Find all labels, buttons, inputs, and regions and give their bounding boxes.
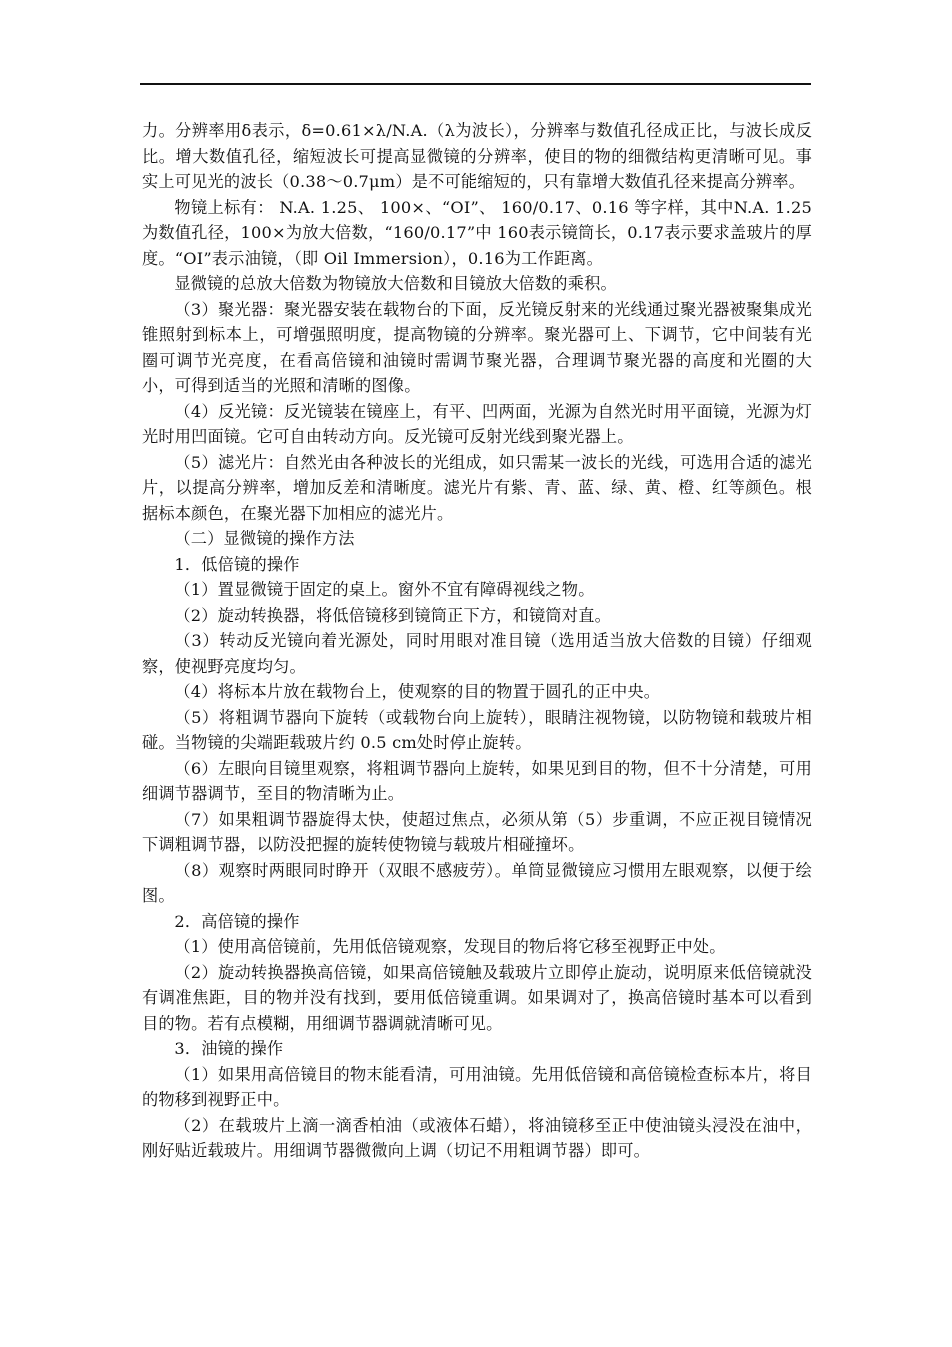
paragraph: （3）聚光器：聚光器安装在载物台的下面，反光镜反射来的光线通过聚光器被聚集成光锥照射到标本上，可增强照明度，提高物镜的分辨率。聚光器可上、下调节，它中间装有光圈可调节光亮度，在看高倍镜和油镜时需调节聚光器，合理调节聚光器的高度和光圈的大小，可得到适当的光照和清晰的图像。 — [142, 299, 812, 395]
paragraph: （1）置显微镜于固定的桌上。窗外不宜有障碍视线之物。 — [174, 580, 595, 599]
document-body — [142, 118, 812, 1164]
paragraph: （6）左眼向目镜里观察，将粗调节器向上旋转，如果见到目的物，但不十分清楚，可用细调节器调节，至目的物清晰为止。 — [142, 758, 812, 803]
paragraph: （8）观察时两眼同时睁开（双眼不感疲劳）。单筒显微镜应习惯用左眼观察，以便于绘图。 — [142, 860, 812, 905]
paragraph: （7）如果粗调节器旋得太快，使超过焦点，必须从第（5）步重调，不应正视目镜情况下调粗调节器，以防没把握的旋转使物镜与载玻片相碰撞坏。 — [142, 809, 812, 854]
paragraph: （2）在载玻片上滴一滴香柏油（或液体石蜡），将油镜移至正中使油镜头浸没在油中，刚好贴近载玻片。用细调节器微微向上调（切记不用粗调节器）即可。 — [142, 1115, 812, 1160]
paragraph: （2）旋动转换器换高倍镜，如果高倍镜触及载玻片立即停止旋动，说明原来低倍镜就没有调准焦距，目的物并没有找到，要用低倍镜重调。如果调对了，换高倍镜时基本可以看到目的物。若有点模糊，用细调节器调就清晰可见。 — [142, 962, 812, 1033]
paragraph: （1）如果用高倍镜目的物末能看清，可用油镜。先用低倍镜和高倍镜检查标本片，将目的物移到视野正中。 — [142, 1064, 812, 1109]
subsection-heading: 1．低倍镜的操作 — [174, 554, 300, 574]
header-rule — [140, 83, 811, 85]
paragraph: （4）反光镜：反光镜装在镜座上，有平、凹两面，光源为自然光时用平面镜，光源为灯光时用凹面镜。它可自由转动方向。反光镜可反射光线到聚光器上。 — [142, 401, 812, 446]
paragraph: （1）使用高倍镜前，先用低倍镜观察，发现目的物后将它移至视野正中处。 — [174, 937, 726, 956]
subsection-heading: 3．油镜的操作 — [174, 1039, 284, 1058]
paragraph: 力。分辨率用δ表示，δ=0.61×λ/N.A.（λ为波长），分辨率与数值孔径成正比，与波长成反比。增大数值孔径，缩短波长可提高显微镜的分辨率，使目的物的细微结构更清晰可见。事实上可见光的波长（0.38～0.7μm）是不可能缩短的，只有靠增大数值孔径来提高分辨率。 — [142, 121, 812, 191]
paragraph: 显微镜的总放大倍数为物镜放大倍数和目镜放大倍数的乘积。 — [174, 274, 617, 293]
paragraph: （5）滤光片：自然光由各种波长的光组成，如只需某一波长的光线，可选用合适的滤光片，以提高分辨率，增加反差和清晰度。滤光片有紫、青、蓝、绿、黄、橙、红等颜色。根据标本颜色，在聚光器下加相应的滤光片。 — [142, 452, 812, 523]
paragraph: （3）转动反光镜向着光源处，同时用眼对准目镜（选用适当放大倍数的目镜）仔细观察，使视野亮度均匀。 — [142, 631, 812, 676]
section-heading: （二）显微镜的操作方法 — [174, 529, 355, 548]
paragraph: 物镜上标有： N.A. 1.25、 100×、“OI”、 160/0.17、0.16 等字样，其中N.A. 1.25为数值孔径，100×为放大倍数，“160/0.17”中 160表示镜筒长，0.17表示要求盖玻片的厚度。“OI”表示油镜，（即 Oil Immersion），0.16为工作距离。 — [142, 197, 812, 268]
paragraph: （2）旋动转换器，将低倍镜移到镜筒正下方，和镜筒对直。 — [174, 605, 611, 625]
paragraph: （5）将粗调节器向下旋转（或载物台向上旋转），眼睛注视物镜，以防物镜和载玻片相碰。当物镜的尖端距载玻片约 0.5 cm处时停止旋转。 — [142, 707, 812, 752]
subsection-heading: 2．高倍镜的操作 — [174, 911, 300, 931]
paragraph: （4）将标本片放在载物台上，使观察的目的物置于圆孔的正中央。 — [174, 682, 661, 701]
